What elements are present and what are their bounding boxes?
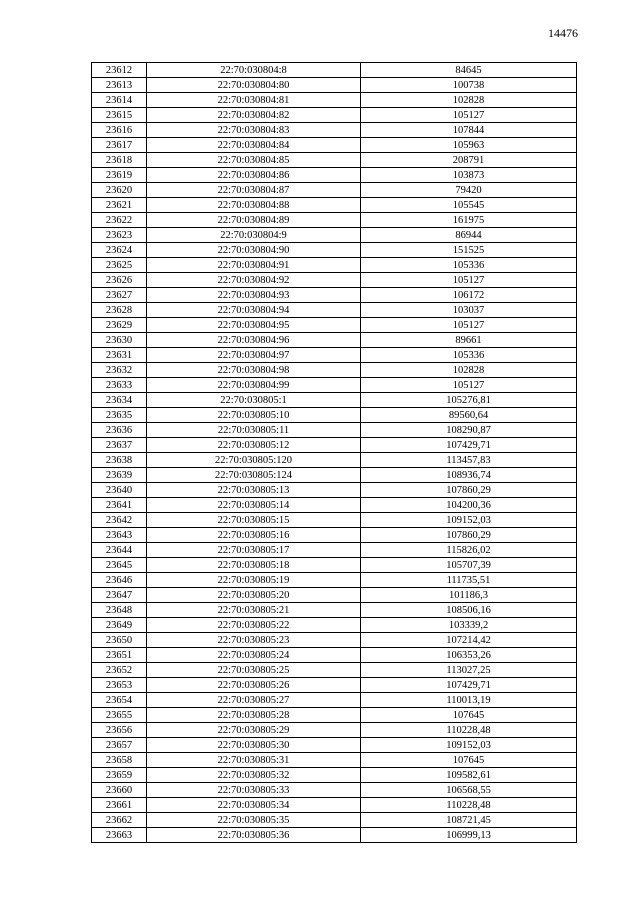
- row-number-cell: 23634: [92, 393, 147, 408]
- table-row: [92, 408, 577, 423]
- table-row: [92, 168, 577, 183]
- cadastral-number-cell: 22:70:030805:14: [147, 498, 361, 513]
- row-number-cell: 23629: [92, 318, 147, 333]
- value-cell: 108290,87: [361, 423, 577, 438]
- cadastral-number-cell: 22:70:030805:124: [147, 468, 361, 483]
- row-number-cell: 23612: [92, 63, 147, 78]
- value-cell: 107844: [361, 123, 577, 138]
- value-cell: 101186,3: [361, 588, 577, 603]
- value-cell: 106353,26: [361, 648, 577, 663]
- table-row: [92, 828, 577, 843]
- table-row: [92, 558, 577, 573]
- cadastral-number-cell: 22:70:030804:95: [147, 318, 361, 333]
- table-row: [92, 108, 577, 123]
- cadastral-number-cell: 22:70:030804:93: [147, 288, 361, 303]
- cadastral-number-cell: 22:70:030805:23: [147, 633, 361, 648]
- row-number-cell: 23644: [92, 543, 147, 558]
- row-number-cell: 23655: [92, 708, 147, 723]
- value-cell: 105545: [361, 198, 577, 213]
- value-cell: 105127: [361, 273, 577, 288]
- cadastral-number-cell: 22:70:030804:97: [147, 348, 361, 363]
- cadastral-number-cell: 22:70:030805:21: [147, 603, 361, 618]
- value-cell: 105336: [361, 258, 577, 273]
- table-row: [92, 693, 577, 708]
- value-cell: 105963: [361, 138, 577, 153]
- table-row: [92, 153, 577, 168]
- value-cell: 103037: [361, 303, 577, 318]
- value-cell: 105336: [361, 348, 577, 363]
- row-number-cell: 23617: [92, 138, 147, 153]
- table-row: [92, 633, 577, 648]
- table-row: [92, 363, 577, 378]
- value-cell: 106172: [361, 288, 577, 303]
- row-number-cell: 23633: [92, 378, 147, 393]
- table-row: [92, 663, 577, 678]
- row-number-cell: 23624: [92, 243, 147, 258]
- table-row: [92, 723, 577, 738]
- cadastral-number-cell: 22:70:030804:99: [147, 378, 361, 393]
- table-row: [92, 198, 577, 213]
- value-cell: 107429,71: [361, 438, 577, 453]
- cadastral-number-cell: 22:70:030804:86: [147, 168, 361, 183]
- row-number-cell: 23648: [92, 603, 147, 618]
- cadastral-number-cell: 22:70:030805:15: [147, 513, 361, 528]
- row-number-cell: 23639: [92, 468, 147, 483]
- row-number-cell: 23657: [92, 738, 147, 753]
- cadastral-number-cell: 22:70:030805:24: [147, 648, 361, 663]
- table-row: [92, 753, 577, 768]
- table-row: [92, 288, 577, 303]
- row-number-cell: 23641: [92, 498, 147, 513]
- row-number-cell: 23632: [92, 363, 147, 378]
- row-number-cell: 23622: [92, 213, 147, 228]
- table-row: [92, 738, 577, 753]
- row-number-cell: 23652: [92, 663, 147, 678]
- table-row: [92, 498, 577, 513]
- cadastral-number-cell: 22:70:030805:25: [147, 663, 361, 678]
- row-number-cell: 23637: [92, 438, 147, 453]
- cadastral-number-cell: 22:70:030804:9: [147, 228, 361, 243]
- row-number-cell: 23660: [92, 783, 147, 798]
- value-cell: 115826,02: [361, 543, 577, 558]
- value-cell: 109582,61: [361, 768, 577, 783]
- value-cell: 106568,55: [361, 783, 577, 798]
- table-row: [92, 783, 577, 798]
- row-number-cell: 23653: [92, 678, 147, 693]
- cadastral-number-cell: 22:70:030805:31: [147, 753, 361, 768]
- row-number-cell: 23619: [92, 168, 147, 183]
- row-number-cell: 23618: [92, 153, 147, 168]
- table-row: [92, 768, 577, 783]
- row-number-cell: 23646: [92, 573, 147, 588]
- table-row: [92, 513, 577, 528]
- cadastral-number-cell: 22:70:030804:92: [147, 273, 361, 288]
- value-cell: 103339,2: [361, 618, 577, 633]
- table-row: [92, 228, 577, 243]
- row-number-cell: 23650: [92, 633, 147, 648]
- value-cell: 105127: [361, 108, 577, 123]
- row-number-cell: 23628: [92, 303, 147, 318]
- row-number-cell: 23615: [92, 108, 147, 123]
- value-cell: 86944: [361, 228, 577, 243]
- value-cell: 108721,45: [361, 813, 577, 828]
- row-number-cell: 23642: [92, 513, 147, 528]
- table-row: [92, 648, 577, 663]
- value-cell: 105127: [361, 378, 577, 393]
- value-cell: 110013,19: [361, 693, 577, 708]
- table-row: [92, 543, 577, 558]
- cadastral-number-cell: 22:70:030805:35: [147, 813, 361, 828]
- table-row: [92, 483, 577, 498]
- row-number-cell: 23623: [92, 228, 147, 243]
- row-number-cell: 23631: [92, 348, 147, 363]
- cadastral-number-cell: 22:70:030805:1: [147, 393, 361, 408]
- cadastral-number-cell: 22:70:030805:17: [147, 543, 361, 558]
- table-row: [92, 273, 577, 288]
- value-cell: 102828: [361, 93, 577, 108]
- row-number-cell: 23613: [92, 78, 147, 93]
- table-row: [92, 678, 577, 693]
- table-row: [92, 708, 577, 723]
- cadastral-number-cell: 22:70:030805:30: [147, 738, 361, 753]
- cadastral-number-cell: 22:70:030805:36: [147, 828, 361, 843]
- table-row: [92, 258, 577, 273]
- value-cell: 106999,13: [361, 828, 577, 843]
- value-cell: 107645: [361, 753, 577, 768]
- registry-table: [91, 62, 577, 843]
- row-number-cell: 23647: [92, 588, 147, 603]
- cadastral-number-cell: 22:70:030805:18: [147, 558, 361, 573]
- value-cell: 111735,51: [361, 573, 577, 588]
- cadastral-number-cell: 22:70:030804:84: [147, 138, 361, 153]
- cadastral-number-cell: 22:70:030805:27: [147, 693, 361, 708]
- row-number-cell: 23661: [92, 798, 147, 813]
- row-number-cell: 23658: [92, 753, 147, 768]
- table-row: [92, 123, 577, 138]
- cadastral-number-cell: 22:70:030805:34: [147, 798, 361, 813]
- cadastral-number-cell: 22:70:030805:26: [147, 678, 361, 693]
- row-number-cell: 23635: [92, 408, 147, 423]
- table-row: [92, 528, 577, 543]
- value-cell: 105707,39: [361, 558, 577, 573]
- value-cell: 161975: [361, 213, 577, 228]
- value-cell: 110228,48: [361, 723, 577, 738]
- cadastral-number-cell: 22:70:030804:89: [147, 213, 361, 228]
- value-cell: 104200,36: [361, 498, 577, 513]
- cadastral-number-cell: 22:70:030805:120: [147, 453, 361, 468]
- table-row: [92, 453, 577, 468]
- value-cell: 107860,29: [361, 528, 577, 543]
- table-row: [92, 93, 577, 108]
- cadastral-number-cell: 22:70:030804:94: [147, 303, 361, 318]
- table-row: [92, 303, 577, 318]
- table-row: [92, 78, 577, 93]
- row-number-cell: 23659: [92, 768, 147, 783]
- cadastral-number-cell: 22:70:030804:96: [147, 333, 361, 348]
- value-cell: 102828: [361, 363, 577, 378]
- row-number-cell: 23662: [92, 813, 147, 828]
- cadastral-number-cell: 22:70:030805:33: [147, 783, 361, 798]
- value-cell: 89560,64: [361, 408, 577, 423]
- value-cell: 113027,25: [361, 663, 577, 678]
- row-number-cell: 23645: [92, 558, 147, 573]
- row-number-cell: 23614: [92, 93, 147, 108]
- cadastral-number-cell: 22:70:030804:83: [147, 123, 361, 138]
- cadastral-number-cell: 22:70:030805:10: [147, 408, 361, 423]
- table-row: [92, 63, 577, 78]
- value-cell: 113457,83: [361, 453, 577, 468]
- cadastral-number-cell: 22:70:030805:22: [147, 618, 361, 633]
- value-cell: 109152,03: [361, 513, 577, 528]
- row-number-cell: 23656: [92, 723, 147, 738]
- cadastral-number-cell: 22:70:030805:11: [147, 423, 361, 438]
- registry-table-body: [92, 63, 577, 843]
- row-number-cell: 23640: [92, 483, 147, 498]
- cadastral-number-cell: 22:70:030804:98: [147, 363, 361, 378]
- row-number-cell: 23649: [92, 618, 147, 633]
- table-row: [92, 378, 577, 393]
- row-number-cell: 23638: [92, 453, 147, 468]
- table-row: [92, 138, 577, 153]
- value-cell: 107214,42: [361, 633, 577, 648]
- page-number: 14476: [548, 26, 578, 40]
- table-row: [92, 348, 577, 363]
- value-cell: 107860,29: [361, 483, 577, 498]
- value-cell: 107645: [361, 708, 577, 723]
- table-row: [92, 393, 577, 408]
- table-row: [92, 798, 577, 813]
- value-cell: 110228,48: [361, 798, 577, 813]
- row-number-cell: 23654: [92, 693, 147, 708]
- cadastral-number-cell: 22:70:030804:87: [147, 183, 361, 198]
- table-row: [92, 603, 577, 618]
- row-number-cell: 23625: [92, 258, 147, 273]
- cadastral-number-cell: 22:70:030805:29: [147, 723, 361, 738]
- cadastral-number-cell: 22:70:030805:28: [147, 708, 361, 723]
- row-number-cell: 23621: [92, 198, 147, 213]
- value-cell: 109152,03: [361, 738, 577, 753]
- table-row: [92, 438, 577, 453]
- row-number-cell: 23663: [92, 828, 147, 843]
- table-row: [92, 573, 577, 588]
- cadastral-number-cell: 22:70:030804:81: [147, 93, 361, 108]
- row-number-cell: 23627: [92, 288, 147, 303]
- cadastral-number-cell: 22:70:030805:20: [147, 588, 361, 603]
- table-row: [92, 618, 577, 633]
- cadastral-number-cell: 22:70:030804:90: [147, 243, 361, 258]
- value-cell: 108506,16: [361, 603, 577, 618]
- cadastral-number-cell: 22:70:030805:32: [147, 768, 361, 783]
- row-number-cell: 23651: [92, 648, 147, 663]
- value-cell: 151525: [361, 243, 577, 258]
- cadastral-number-cell: 22:70:030804:88: [147, 198, 361, 213]
- table-row: [92, 318, 577, 333]
- value-cell: 79420: [361, 183, 577, 198]
- table-row: [92, 423, 577, 438]
- value-cell: 108936,74: [361, 468, 577, 483]
- cadastral-number-cell: 22:70:030805:19: [147, 573, 361, 588]
- cadastral-number-cell: 22:70:030805:12: [147, 438, 361, 453]
- cadastral-number-cell: 22:70:030804:85: [147, 153, 361, 168]
- row-number-cell: 23643: [92, 528, 147, 543]
- cadastral-number-cell: 22:70:030805:13: [147, 483, 361, 498]
- table-row: [92, 243, 577, 258]
- table-row: [92, 588, 577, 603]
- row-number-cell: 23620: [92, 183, 147, 198]
- row-number-cell: 23626: [92, 273, 147, 288]
- cadastral-number-cell: 22:70:030804:91: [147, 258, 361, 273]
- cadastral-number-cell: 22:70:030805:16: [147, 528, 361, 543]
- row-number-cell: 23636: [92, 423, 147, 438]
- table-row: [92, 213, 577, 228]
- row-number-cell: 23616: [92, 123, 147, 138]
- value-cell: 105276,81: [361, 393, 577, 408]
- value-cell: 208791: [361, 153, 577, 168]
- value-cell: 105127: [361, 318, 577, 333]
- table-row: [92, 333, 577, 348]
- table-row: [92, 183, 577, 198]
- row-number-cell: 23630: [92, 333, 147, 348]
- cadastral-number-cell: 22:70:030804:8: [147, 63, 361, 78]
- cadastral-number-cell: 22:70:030804:80: [147, 78, 361, 93]
- value-cell: 89661: [361, 333, 577, 348]
- value-cell: 107429,71: [361, 678, 577, 693]
- value-cell: 103873: [361, 168, 577, 183]
- cadastral-number-cell: 22:70:030804:82: [147, 108, 361, 123]
- value-cell: 84645: [361, 63, 577, 78]
- table-row: [92, 468, 577, 483]
- value-cell: 100738: [361, 78, 577, 93]
- table-row: [92, 813, 577, 828]
